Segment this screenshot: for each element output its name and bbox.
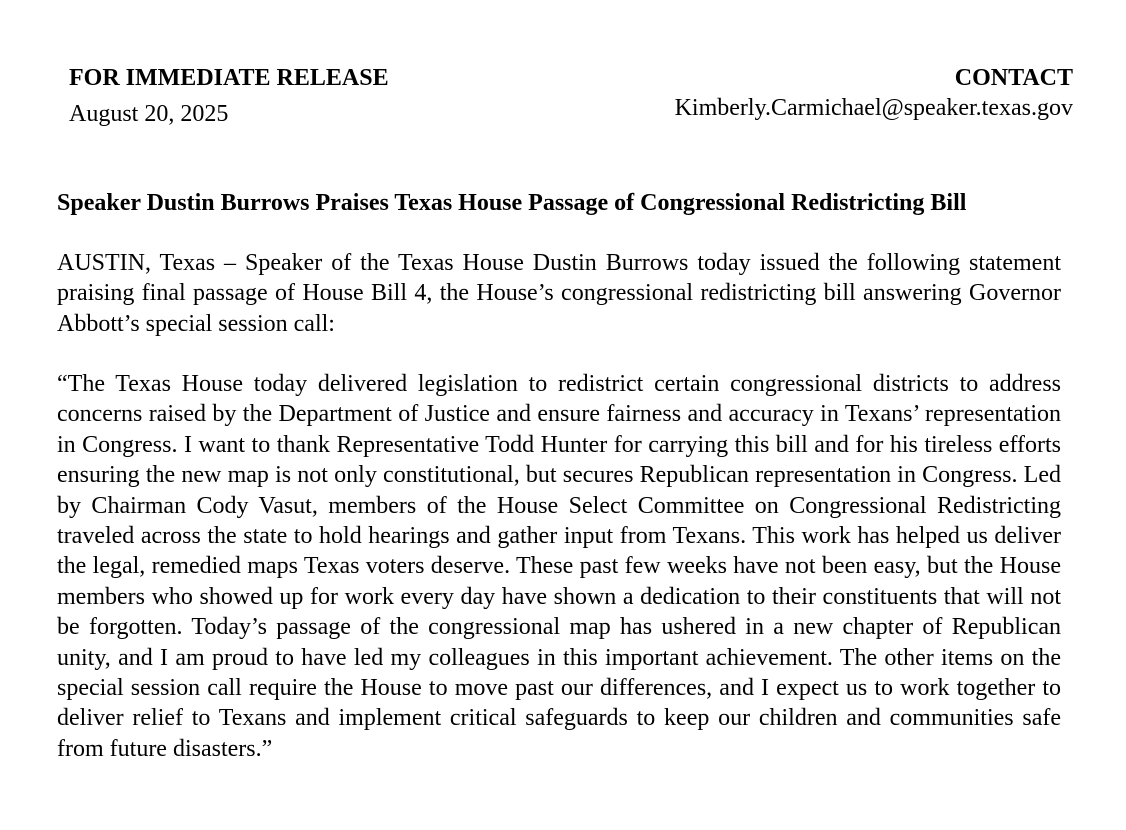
release-label: FOR IMMEDIATE RELEASE — [69, 65, 389, 91]
contact-info — [675, 64, 1073, 122]
contact-email: Kimberly.Carmichael@speaker.texas.gov — [674, 95, 1073, 121]
release-info — [69, 64, 389, 128]
page-title: Speaker Dustin Burrows Praises Texas House Passage of Congressional Redistricting Bill — [57, 190, 967, 216]
contact-label: CONTACT — [954, 65, 1073, 91]
quote-paragraph: “The Texas House today delivered legislation to redistrict certain congressional districts to address concerns raised by the Department of Justice and ensure fairness and accuracy in Texans’ representation in Congress. I want to thank Representative Todd Hunter for carrying this bill and for his tireless efforts ensuring the new map is not only constitutional, but secures Republican representation in Congress. Led by Chairman Cody Vasut, members of the House Select Committee on Congressional Redistricting traveled across the state to hold hearings and gather input from Texans. This work has helped us deliver the legal, remedied maps Texas voters deserve. These past few weeks have not been easy, but the House members who showed up for work every day have shown a dedication to their constituents that will not be forgotten. Today’s passage of the congressional map has ushered in a new chapter of Republican unity, and I am proud to have led my colleagues in this important achievement. The other items on the special session call require the House to move past our differences, and I expect us to work together to deliver relief to Texans and implement critical safeguards to keep our children and communities safe from future disasters.” — [57, 371, 1061, 762]
intro-paragraph: AUSTIN, Texas – Speaker of the Texas House Dustin Burrows today issued the following statement praising final passage of House Bill 4, the House’s congressional redistricting bill answering Governor Abbott’s special session call: — [57, 250, 1061, 337]
release-date: August 20, 2025 — [69, 101, 229, 127]
